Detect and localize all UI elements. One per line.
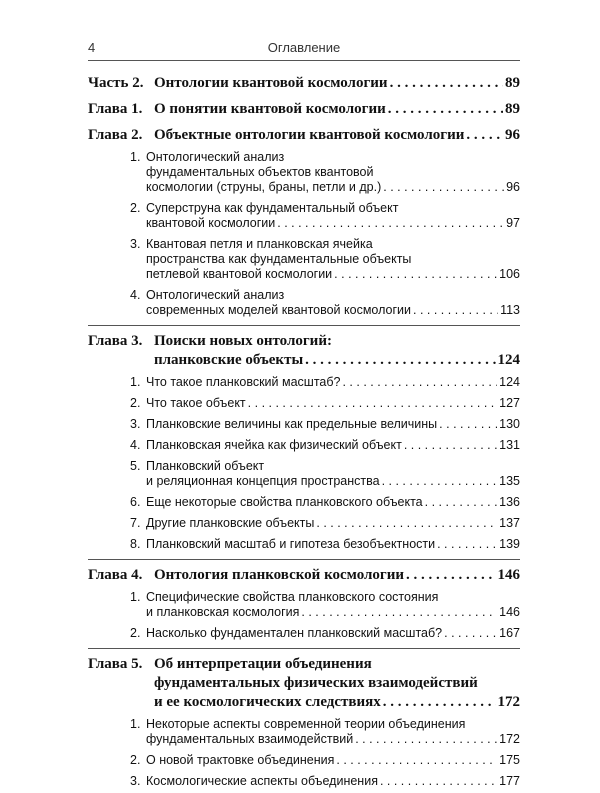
chapter-entry[interactable] [88, 126, 520, 145]
leader-row [146, 495, 520, 510]
dot-leader [277, 216, 504, 231]
chapter-page: 172 [497, 694, 520, 710]
section-number: 2. [130, 753, 141, 767]
section-entry[interactable] [130, 150, 520, 195]
section-number: 5. [130, 459, 141, 473]
section-title: Планковские величины как предельные величины [146, 417, 438, 431]
chapter-title: и ее космологических следствиях [154, 694, 381, 710]
dot-leader [316, 516, 497, 531]
chapter-page: 146 [497, 567, 520, 583]
section-page: 177 [499, 774, 520, 788]
section-entry[interactable] [130, 626, 520, 641]
leader-row [146, 396, 520, 411]
leader-row [154, 126, 520, 145]
section-title: космологии (струны, браны, петли и др.) [146, 180, 382, 194]
section-entry[interactable] [130, 396, 520, 411]
section-title: Что такое планковский масштаб? [146, 375, 341, 389]
leader-row [146, 417, 520, 432]
chapter-label: Глава 3. [88, 333, 143, 349]
section-entry[interactable] [130, 201, 520, 231]
section-title: и реляционная концепция пространства [146, 474, 380, 488]
section-title: петлевой квантовой космологии [146, 267, 333, 281]
section-entry[interactable] [130, 237, 520, 282]
section-title: Что такое объект [146, 396, 246, 410]
chapter-page: 96 [505, 127, 520, 143]
section-number: 1. [130, 150, 141, 164]
leader-row [154, 351, 520, 370]
dot-leader [444, 626, 497, 641]
leader-row [146, 438, 520, 453]
section-number: 8. [130, 537, 141, 551]
dot-leader [336, 753, 497, 768]
toc-section [88, 648, 520, 789]
leader-row [146, 537, 520, 552]
section-entry[interactable] [130, 459, 520, 489]
section-page: 146 [499, 605, 520, 619]
leader-row [146, 605, 520, 620]
chapter-entry[interactable] [88, 100, 520, 119]
leader-row [146, 474, 520, 489]
section-number: 3. [130, 417, 141, 431]
leader-row [154, 693, 520, 712]
section-list [88, 717, 520, 789]
section-number: 3. [130, 237, 141, 251]
section-entry[interactable] [130, 516, 520, 531]
section-page: 131 [499, 438, 520, 452]
dot-leader [425, 495, 498, 510]
section-title: квантовой космологии [146, 216, 276, 230]
chapter-title-line: фундаментальных физических взаимодействий [154, 675, 478, 691]
leader-row [146, 516, 520, 531]
running-title: Оглавление [267, 40, 341, 55]
section-number: 3. [130, 774, 141, 788]
leader-row [146, 267, 520, 282]
chapter-entry[interactable] [88, 566, 520, 585]
section-entry[interactable] [130, 753, 520, 768]
section-page: 113 [500, 303, 520, 317]
leader-row [146, 753, 520, 768]
chapter-title: планковские объекты [154, 352, 304, 368]
chapter-title: О понятии квантовой космологии [154, 101, 386, 117]
section-entry[interactable] [130, 774, 520, 789]
section-number: 1. [130, 717, 141, 731]
section-list [88, 375, 520, 552]
dot-leader [355, 732, 497, 747]
leader-row [146, 626, 520, 641]
toc-section [88, 100, 520, 119]
section-page: 135 [499, 474, 520, 488]
dot-leader [342, 375, 497, 390]
section-title: Другие планковские объекты [146, 516, 315, 530]
chapter-entry[interactable] [88, 74, 520, 93]
leader-row [146, 303, 520, 318]
leader-row [146, 180, 520, 195]
section-title: Планковская ячейка как физический объект [146, 438, 402, 452]
dot-leader [404, 438, 497, 453]
chapter-title-line: Поиски новых онтологий: [154, 333, 332, 349]
toc-section [88, 559, 520, 641]
section-number: 1. [130, 375, 141, 389]
chapter-title-line: Об интерпретации объединения [154, 656, 372, 672]
toc-section [88, 325, 520, 552]
section-list [88, 590, 520, 641]
section-title-line: Планковский объект [146, 459, 265, 473]
section-entry[interactable] [130, 537, 520, 552]
dot-leader [380, 774, 497, 789]
section-page: 136 [499, 495, 520, 509]
dot-leader [248, 396, 497, 411]
dot-leader [382, 474, 498, 489]
section-number: 6. [130, 495, 141, 509]
section-entry[interactable] [130, 417, 520, 432]
section-page: 96 [506, 180, 520, 194]
dot-leader [406, 566, 495, 585]
leader-row [154, 100, 520, 119]
section-number: 2. [130, 201, 141, 215]
section-title-line: фундаментальных объектов квантовой [146, 165, 374, 179]
section-title: современных моделей квантовой космологии [146, 303, 412, 317]
page-header [88, 40, 520, 61]
chapter-title: Объектные онтологии квантовой космологии [154, 127, 465, 143]
section-title: Планковский масштаб и гипотеза безобъектности [146, 537, 436, 551]
dot-leader [413, 303, 498, 318]
leader-row [154, 74, 520, 93]
page-number: 4 [88, 40, 96, 55]
section-title-line: Суперструна как фундаментальный объект [146, 201, 399, 215]
section-entry[interactable] [130, 375, 520, 390]
chapter-page: 89 [505, 101, 520, 117]
table-of-contents [88, 74, 520, 793]
dot-leader [439, 417, 497, 432]
leader-row [154, 566, 520, 585]
section-title-line: Онтологический анализ [146, 288, 285, 302]
section-title: Насколько фундаментален планковский масштаб? [146, 626, 443, 640]
section-entry[interactable] [130, 590, 520, 620]
section-entry[interactable] [130, 717, 520, 747]
leader-row [146, 375, 520, 390]
section-entry[interactable] [130, 495, 520, 510]
section-entry[interactable] [130, 438, 520, 453]
section-page: 175 [499, 753, 520, 767]
section-page: 139 [499, 537, 520, 551]
section-title: фундаментальных взаимодействий [146, 732, 354, 746]
section-page: 106 [499, 267, 520, 281]
section-title-line: Некоторые аспекты современной теории объединения [146, 717, 466, 731]
chapter-label: Глава 1. [88, 101, 143, 117]
chapter-entry[interactable] [88, 655, 520, 712]
leader-row [146, 216, 520, 231]
section-number: 2. [130, 626, 141, 640]
section-number: 2. [130, 396, 141, 410]
section-title: Космологические аспекты объединения [146, 774, 378, 788]
dot-leader [388, 100, 503, 119]
chapter-title: Онтология планковской космологии [154, 567, 405, 583]
dot-leader [334, 267, 497, 282]
dot-leader [466, 126, 503, 145]
dot-leader [301, 605, 497, 620]
chapter-page: 124 [497, 352, 520, 368]
section-page: 172 [499, 732, 520, 746]
chapter-label: Глава 5. [88, 656, 143, 672]
section-title-line: Онтологический анализ [146, 150, 285, 164]
chapter-label: Часть 2. [88, 75, 144, 91]
section-title-line: пространства как фундаментальные объекты [146, 252, 412, 266]
section-page: 137 [499, 516, 520, 530]
section-entry[interactable] [130, 288, 520, 318]
section-number: 7. [130, 516, 141, 530]
dot-leader [437, 537, 497, 552]
section-page: 97 [506, 216, 520, 230]
section-page: 167 [499, 626, 520, 640]
dot-leader [383, 693, 496, 712]
dot-leader [383, 180, 504, 195]
section-page: 127 [499, 396, 520, 410]
section-list [88, 150, 520, 318]
toc-section [88, 126, 520, 318]
section-title: О новой трактовке объединения [146, 753, 335, 767]
chapter-label: Глава 2. [88, 127, 143, 143]
dot-leader [305, 351, 495, 370]
section-title: Еще некоторые свойства планковского объекта [146, 495, 423, 509]
section-page: 130 [499, 417, 520, 431]
section-title-line: Квантовая петля и планковская ячейка [146, 237, 373, 251]
chapter-title: Онтологии квантовой космологии [154, 75, 388, 91]
section-number: 4. [130, 438, 141, 452]
section-page: 124 [499, 375, 520, 389]
chapter-label: Глава 4. [88, 567, 143, 583]
chapter-entry[interactable] [88, 332, 520, 370]
leader-row [146, 774, 520, 789]
leader-row [146, 732, 520, 747]
section-number: 4. [130, 288, 141, 302]
dot-leader [390, 74, 503, 93]
chapter-page: 89 [505, 75, 520, 91]
section-title: и планковская космология [146, 605, 300, 619]
section-title-line: Специфические свойства планковского состояния [146, 590, 439, 604]
section-number: 1. [130, 590, 141, 604]
toc-section [88, 74, 520, 93]
